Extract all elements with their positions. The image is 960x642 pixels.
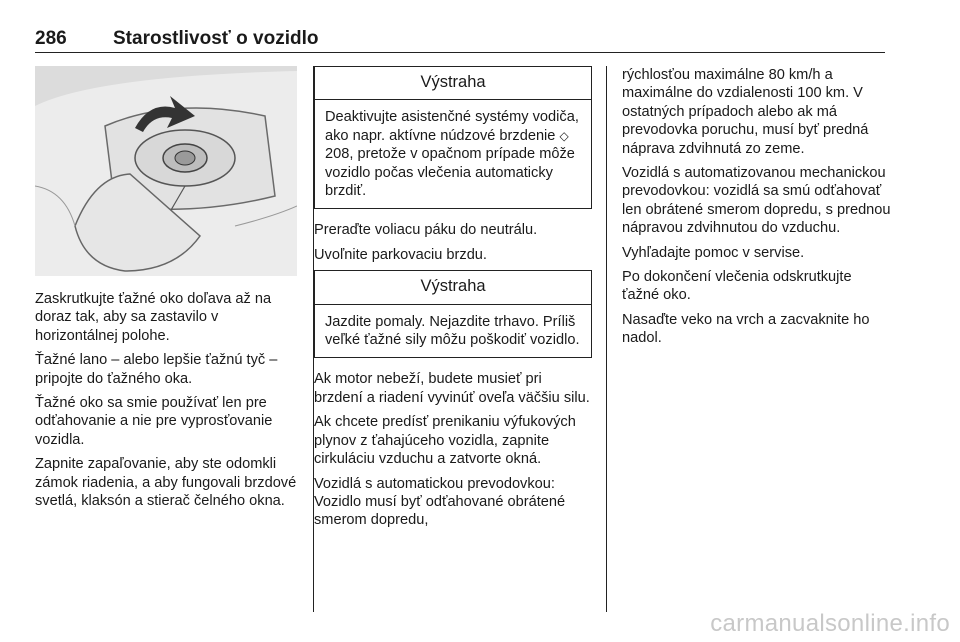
warning-box-drive-slowly	[314, 270, 592, 358]
warning-box-deactivate-assist	[314, 66, 592, 209]
paragraph: Uvoľnite parkovaciu brzdu.	[314, 246, 487, 263]
paragraph: Vozidlá s automatickou prevodovkou: Vozidlo musí byť odťahované obrátené smerom dopredu,	[314, 475, 566, 529]
column-3	[622, 66, 892, 354]
column-divider-2	[606, 66, 607, 612]
page-reference-number[interactable]: 208	[325, 146, 350, 163]
paragraph: Vozidlá s automatizovanou mechanickou prevodovkou: vozidlá sa smú odťahovať len obrátené smerom dopredu, s prednou nápravou zdvihnutou do vzduchu.	[622, 165, 891, 237]
paragraph: Ťažné lano – alebo lepšie ťažnú tyč – pripojte do ťažného oka.	[35, 352, 278, 387]
warning-text: Jazdite pomaly. Nejazdite trhavo. Príliš veľké ťažné sily môžu poškodiť vozidlo.	[325, 313, 580, 349]
paragraph: Ak chcete predísť prenikaniu výfukových plynov z ťahajúceho vozidla, zapnite cirkuláciu vzduchu a zatvorte okná.	[314, 414, 576, 468]
warning-text	[315, 100, 591, 208]
watermark: carmanualsonline.info	[710, 610, 950, 637]
warning-text-part: , pretože v opačnom prípade môže vozidlo počas vlečenia automaticky brzdiť.	[325, 146, 575, 200]
page-title: Starostlivosť o vozidlo	[113, 28, 319, 49]
paragraph: Po dokončení vlečenia odskrutkujte ťažné oko.	[622, 269, 852, 304]
paragraph: Zaskrutkujte ťažné oko doľava až na doraz tak, aby sa zastavilo v horizontálnej polohe.	[35, 291, 272, 344]
warning-title: Výstraha	[315, 271, 591, 304]
tow-eye-illustration	[35, 66, 297, 276]
column-2	[314, 66, 592, 536]
paragraph: Nasaďte veko na vrch a zacvaknite ho nadol.	[622, 311, 870, 347]
paragraph: Vyhľadajte pomoc v servise.	[622, 244, 805, 261]
page-reference-icon: ◇	[559, 128, 569, 143]
paragraph: Ak motor nebeží, budete musieť pri brzdení a riadení vyvinúť oveľa väčšiu silu.	[314, 371, 590, 406]
paragraph: Zapnite zapaľovanie, aby ste odomkli zámok riadenia, a aby fungovali brzdové svetlá, klaksón a stierač čelného okna.	[35, 456, 297, 510]
paragraph: Ťažné oko sa smie používať len pre odťahovanie a nie pre vyprosťovanie vozidla.	[35, 395, 273, 448]
warning-title: Výstraha	[315, 67, 591, 100]
warning-text-part: Deaktivujte asistenčné systémy vodiča, ako napr. aktívne núdzové brzdenie	[325, 109, 579, 144]
page-number: 286	[35, 28, 67, 49]
column-1	[35, 66, 301, 516]
paragraph: Preraďte voliacu páku do neutrálu.	[314, 222, 538, 239]
page-header	[35, 18, 885, 53]
paragraph: rýchlosťou maximálne 80 km/h a maximálne do vzdialenosti 100 km. V ostatných prípadoch alebo ak má prevodovka poruchu, musí byť predná náprava zdvihnutá zo zeme.	[622, 67, 869, 157]
